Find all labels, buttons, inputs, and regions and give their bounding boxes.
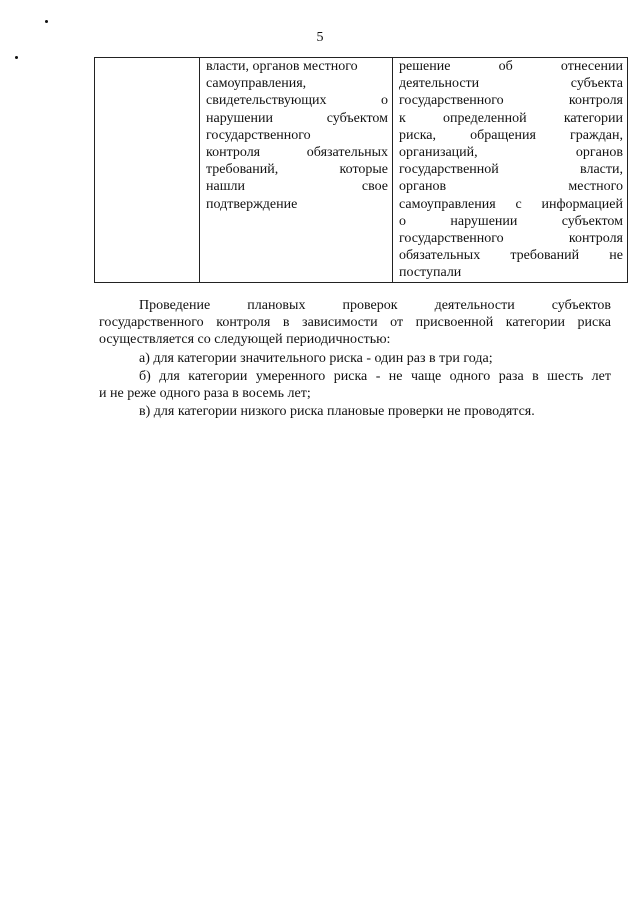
- page-number: 5: [316, 30, 324, 45]
- cell-line: государственного контроля: [399, 93, 623, 109]
- cell-line: обязательных требований не: [399, 248, 623, 264]
- cell-line: самоуправления,: [206, 76, 307, 92]
- cell-line: органов местного: [399, 179, 623, 195]
- cell-line: власти, органов местного: [206, 59, 358, 74]
- cell-line: нашли свое: [206, 179, 388, 195]
- cell-line: риска, обращения граждан,: [399, 127, 623, 143]
- cell-line: самоуправления с информацией: [399, 196, 623, 212]
- cell-line: подтверждение: [206, 196, 298, 212]
- inspection-periodicity-paragraph: [99, 297, 611, 349]
- cell-line: деятельности субъекта: [399, 76, 623, 92]
- cell-line: требований, которые: [206, 162, 388, 178]
- criteria-table: [94, 57, 628, 283]
- table-cell-criteria: [200, 58, 393, 283]
- paragraph-line: б) для категории умеренного риска - не чаще одного раза в шесть лет: [139, 369, 611, 384]
- paragraph-line: осуществляется со следующей периодичностью:: [99, 332, 391, 348]
- cell-line: государственного контроля: [399, 231, 623, 247]
- table-cell-conditions: [393, 58, 628, 283]
- cell-line: государственного: [206, 127, 311, 143]
- paragraph-line: в) для категории низкого риска плановые проверки не проводятся.: [139, 404, 535, 419]
- list-item-b: [99, 368, 611, 402]
- scan-artifact-dot: [15, 56, 18, 59]
- cell-line: государственной власти,: [399, 162, 623, 178]
- table-row: [95, 58, 628, 283]
- cell-line: решение об отнесении: [399, 59, 623, 74]
- paragraph-line: и не реже одного раза в восемь лет;: [99, 386, 311, 402]
- cell-line: нарушении субъектом: [206, 110, 388, 126]
- cell-line: к определенной категории: [399, 110, 623, 126]
- list-item-c: [99, 403, 611, 420]
- scan-artifact-dot: [45, 20, 48, 23]
- cell-line: поступали: [399, 265, 462, 281]
- paragraph-line: государственного контроля в зависимости от присвоенной категории риска: [99, 315, 611, 331]
- cell-line: о нарушении субъектом: [399, 213, 623, 229]
- paragraph-line: Проведение плановых проверок деятельности субъектов: [139, 298, 611, 313]
- paragraph-line: а) для категории значительного риска - один раз в три года;: [139, 351, 493, 366]
- cell-line: организаций, органов: [399, 145, 623, 161]
- cell-line: свидетельствующих о: [206, 93, 388, 109]
- table-cell-empty: [95, 58, 200, 283]
- cell-line: контроля обязательных: [206, 145, 388, 161]
- list-item-a: [99, 350, 611, 367]
